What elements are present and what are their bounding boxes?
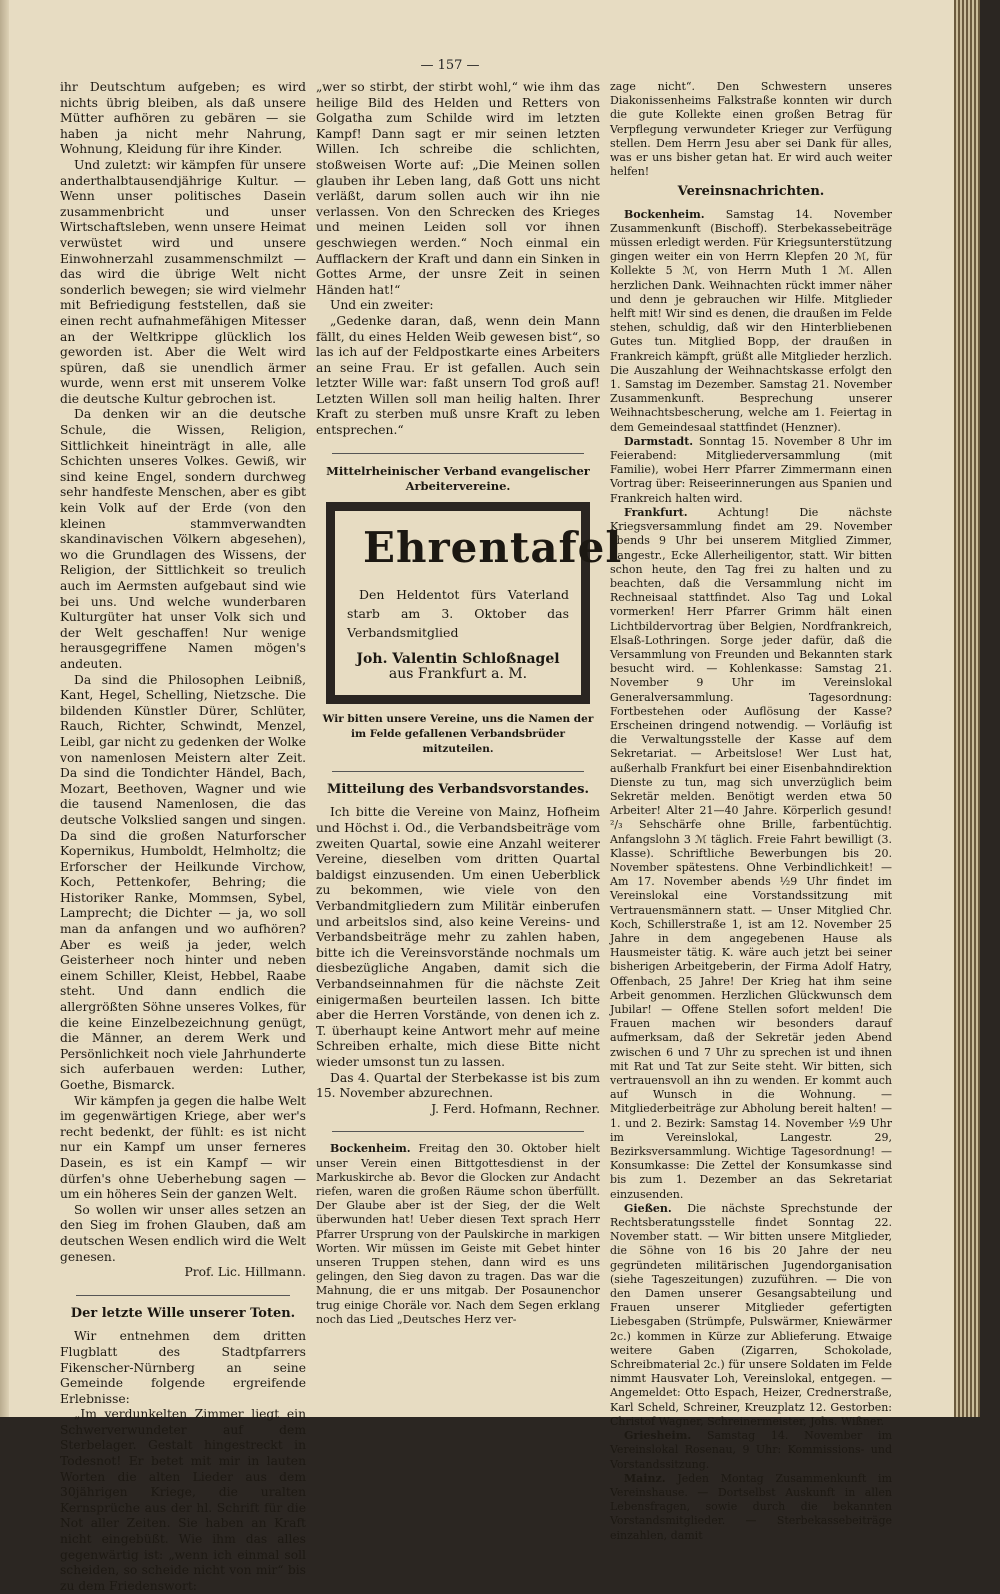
memorial-name: Joh. Valentin Schloßnagel xyxy=(356,650,560,667)
divider xyxy=(332,771,584,772)
binding-shadow xyxy=(0,0,9,1417)
paragraph: Wir entnehmen dem dritten Flugblatt des Stadtpfarrers Fikenscher-Nürnberg an seine Gemeinde folgende ergreifende Erlebnisse: xyxy=(60,1329,306,1406)
memorial-title: Ehrentafel xyxy=(363,522,623,572)
place-label: Frankfurt. xyxy=(624,505,688,519)
paragraph: Das 4. Quartal der Sterbekasse ist bis zum 15. November abzurechnen. xyxy=(316,1070,600,1101)
section-heading: Vereinsnachrichten. xyxy=(677,184,825,200)
paragraph-text: Sonntag 15. November 8 Uhr im Feierabend: Mitgliederversammlung (mit Familie), wobei Herr Pfarrer Zimmermann einen Vortrag über: Reiseerinnerungen aus Spanien und Frankreich halten wird. xyxy=(610,434,892,505)
divider xyxy=(332,453,584,454)
paragraph: Da denken wir an die deutsche Schule, die Wissen, Religion, Sittlichkeit hineinträgt in alle, alle Schichten unseres Volkes. Gewiß, wir sind keine Engel, sondern durchweg sehr handfeste Menschen, aber es gibt kein Volk auf der Erde (von den kleinen stammverwandten skandinavischen Völkern abgesehen), wo die Grundlagen des Wissens, der Religion, der Sittlichkeit so treulich auch im Aermsten aufgebaut sind wie bei uns. Und welche wunderbaren Kulturgüter hat unser Volk sich und der Welt geschaffen! Nur wenige herausgegriffene Namen mögen's andeuten. xyxy=(60,407,306,671)
book-spine xyxy=(980,0,990,1417)
column-2 xyxy=(316,80,623,1327)
paragraph: „wer so stirbt, der stirbt wohl,“ wie ihm das heilige Bild des Helden und Retters von Golgatha zum Schilde wird im letzten Kampf! Dann sagt er mir seinen letzten Willen. Ich schreibe die schlichten, stoßweisen Worte auf: „Die Meinen sollen glauben ihr Leben lang, daß Gott uns nicht verläßt, darum sollen auch wir ihn nie verlassen. Von den Schrecken des Krieges und meinen Leiden soll vor ihnen geschwiegen werden.“ Noch einmal ein Aufflackern der Kraft und dann ein Sinken in Gottes Arme, der unsre Zeit in seinen Händen hat!“ xyxy=(316,80,600,297)
paragraph-text: Achtung! Die nächste Kriegsversammlung findet am 29. November abends 9 Uhr bei unserem Mitglied Zimmer, Langestr., Ecke Allerheiligentor, statt. Wir bitten schon heute, den Tag frei zu halten und zu beachten, daß die Versammlung nicht im Rechneisaal stattfindet. Also Tag und Lokal vormerken! Herr Pfarrer Grimm hält einen Lichtbildervortrag über Belgien, Nordfrankreich, Elsaß-Lothringen. Sorge jeder dafür, daß die Versammlung von Freunden und Bekannten stark besucht wird. — Kohlenkasse: Samstag 21. November 9 Uhr im Vereinslokal Generalversammlung. Tagesordnung: Fortbestehen oder Auflösung der Kasse? Erscheinen dringend notwendig. — Vorläufig ist die Verwaltungsstelle der Kasse auf dem Sekretariat. — Arbeitslose! Wer Lust hat, außerhalb Frankfurt bei einer Eisenbahndirektion Dienste zu tun, mag sich unverzüglich beim Sekretär melden. Benötigt werden etwa 50 Arbeiter! Alter 21—40 Jahre. Körperlich gesund! ²/₃ Sehschärfe ohne Brille, farbentüchtig. Anfangslohn 3 ℳ täglich. Freie Fahrt bewilligt (3. Klasse). Schriftliche Bewerbungen bis 20. November spätestens. Ohne Verbindlichkeit! — Am 17. November abends ½9 Uhr findet im Vereinslokal eine Vorstandssitzung mit Vertrauensmännern statt. — Unser Mitglied Chr. Koch, Schillerstraße 1, ist am 12. November 25 Jahre in dem angegebenen Hause als Hausmeister tätig. K. wäre auch jetzt bei seiner bisherigen Arbeitgeberin, der Firma Adolf Hatry, Offenbach, 25 Jahre! Der Krieg hat ihm seine Arbeit genommen. Herzlichen Glückwunsch dem Jubilar! — Offene Stellen sofort melden! Die Frauen machen wir besonders darauf aufmerksam, daß der Sekretär jeden Abend zwischen 6 und 7 Uhr zu sprechen ist und ihnen mit Rat und Tat zur Seite steht. Wir bitten, sich vertrauensvoll an ihn zu wenden. Er kommt auch auf Wunsch in die Wohnung. — Mitgliederbeiträge zur Abholung bereit halten! — 1. und 2. Bezirk: Samstag 14. November ½9 Uhr im Vereinslokal, Langestr. 29, Bezirksversammlung. Wichtige Tagesordnung! — Konsumkasse: Die Zettel der Konsumkasse sind bis zum 1. Dezember an das Sekretariat einzusenden. xyxy=(610,505,893,1201)
section-heading: Mitteilung des Verbandsvorstandes. xyxy=(326,781,590,797)
author-signature: J. Ferd. Hofmann, Rechner. xyxy=(431,1101,600,1116)
paragraph xyxy=(610,1472,892,1543)
section-heading: Mittelrheinischer Verband evangelischer Arbeitervereine. xyxy=(326,463,590,493)
paragraph: „Im verdunkelten Zimmer liegt ein Schwerverwundeter auf dem Sterbelager. Gestalt hingestreckt in Todesnot! Er betet mit mir in lauten Worten die alten Lieder aus dem 30jährigen Kriege, die uralten Kernsprüche aus der hl. Schrift für die Not aller Zeiten. Sie haben an Kraft nicht eingebüßt. Wie ihm das alles gegenwärtig ist: „wenn ich einmal soll scheiden, so scheide nicht von mir“ bis zu dem Friedenswort: xyxy=(60,1407,306,1593)
place-label: Griesheim. xyxy=(624,1429,692,1443)
paragraph: zage nicht“. Den Schwestern unseres Diakonissenheims Falkstraße konnten wir durch die gute Kollekte einen großen Betrag für Verpflegung verwundeter Krieger zur Verfügung stellen. Dem Herrn Jesu aber sei Dank für alles, was er uns bisher getan hat. Er wird auch weiter helfen! xyxy=(610,80,892,179)
author-signature: Prof. Lic. Hillmann. xyxy=(184,1265,306,1280)
paragraph: ihr Deutschtum aufgeben; es wird nichts übrig bleiben, als daß unsere Mütter aufhören zu gebären — sie haben ja nicht mehr Nahrung, Wohnung, Kleidung für ihre Kinder. xyxy=(60,80,306,157)
paragraph: So wollen wir unser alles setzen an den Sieg im frohen Glauben, daß am deutschen Wesen endlich wird die Welt genesen. xyxy=(60,1202,306,1264)
place-label: Darmstadt. xyxy=(624,434,694,448)
memorial-box xyxy=(326,502,623,704)
column-1 xyxy=(60,80,306,1594)
paragraph-text: Die nächste Sprechstunde der Rechtsberatungsstelle findet Sonntag 22. November statt. — Wir bitten unsere Mitglieder, die Söhne von 16 bis 20 Jahre der neu gegründeten militärischen Jugendorganisation (siehe Tageszeitungen) zuzuführen. — Die von den Damen unserer Gesangsabteilung und Frauen unserer Mitglieder gefertigten Liebesgaben (Strümpfe, Pulswärmer, Kniewärmer 2c.) kommen in Kürze zur Ablieferung. Etwaige weitere Gaben (Zigarren, Schokolade, Schreibmaterial 2c.) für unsere Soldaten im Felde nimmt Hausvater Loh, Vereinslokal, entgegen. — Angemeldet: Otto Espach, Heizer, Crednerstraße, Karl Scheld, Schreiner, Kreuzplatz 12. Gestorben: Christof Wagner, Schreinermeister, Johs. Wißner. xyxy=(610,1201,892,1428)
section-heading: Der letzte Wille unserer Toten. xyxy=(70,1305,296,1321)
divider xyxy=(332,1131,584,1132)
paragraph: Wir kämpfen ja gegen die halbe Welt im gegenwärtigen Kriege, aber wer's recht bedenkt, der fühlt: es ist nicht nur ein Kampf um unser ferneres Dasein, es ist ein Kampf — wir dürfen's ohne Ueberhebung sagen — um ein höheres Sein der ganzen Welt. xyxy=(60,1093,306,1202)
paragraph xyxy=(610,1429,892,1472)
paragraph-text: Jeden Montag Zusammenkunft im Vereinshause. — Dortselbst Auskunft in allen Lebensfragen, sowie durch die bekannten Vorstandsmitglieder. — Sterbekassebeiträge einzahlen, damit xyxy=(610,1471,892,1542)
paragraph: „Gedenke daran, daß, wenn dein Mann fällt, du eines Helden Weib gewesen bist“, so las ich auf der Feldpostkarte eines Arbeiters an seine Frau. Er ist gefallen. Auch sein letzter Wille war: faßt unsern Tod groß auf! Letzten Willen soll man heilig halten. Ihrer Kraft zu sterben muß unsre Kraft zu leben entsprechen.“ xyxy=(316,313,600,438)
column-3 xyxy=(610,80,892,1543)
place-label: Bockenheim. xyxy=(624,207,705,221)
paragraph: Da sind die Philosophen Leibniß, Kant, Hegel, Schelling, Nietzsche. Die bildenden Künstler Dürer, Schlüter, Rauch, Richter, Schwindt, Menzel, Leibl, gar nicht zu gedenken der Wolke von namenlosen Meistern alter Zeit. Da sind die Tondichter Händel, Bach, Mozart, Beethoven, Wagner und wie die tausend Namenlosen, die das deutsche Volkslied sangen und singen. Da sind die großen Naturforscher Kopernikus, Humboldt, Helmholtz; die Erforscher der Heilkunde Virchow, Koch, Pettenkofer, Behring; die Historiker Ranke, Mommsen, Sybel, Lamprecht; die Dichter — ja, wo soll man da anfangen und wo aufhören? Aber es weiß ja jeder, welch Geisterheer noch hinter und neben einem Schiller, Kleist, Hebbel, Raabe steht. Und dann endlich die allergrößten Söhne unseres Volkes, für die keine Einzelbezeichnung genügt, die Männer, an derem Werk und Persönlichkeit noch viele Jahrhunderte sich auferbauen werden: Luther, Goethe, Bismarck. xyxy=(60,672,306,1092)
place-label: Bockenheim. xyxy=(330,1142,411,1156)
paragraph xyxy=(610,1202,892,1429)
paragraph xyxy=(610,208,892,435)
place-label: Gießen. xyxy=(624,1201,672,1215)
place-label: Mainz. xyxy=(624,1471,666,1485)
paragraph-text: Freitag den 30. Oktober hielt unser Verein einen Bittgottesdienst in der Markuskirche ab. Bevor die Glocken zur Andacht riefen, waren die großen Räume schon überfüllt. Der Glaube aber ist der Sieg, der die Welt überwunden hat! Ueber diesen Text sprach Herr Pfarrer Ursprung von der Paulskirche in markigen Worten. Wir müssen im Geiste mit Gebet hinter unseren Truppen stehen, dann wird es uns gelingen, den Sieg davon zu tragen. Das war die Mahnung, die er uns mitgab. Der Posaunenchor trug einige Choräle vor. Nach dem Segen erklang noch das Lied „Deutsches Herz ver- xyxy=(316,1142,600,1326)
memorial-text: Den Heldentot fürs Vaterland starb am 3. Oktober das Verbandsmitglied xyxy=(347,586,569,640)
paragraph-text: Samstag 14. November Zusammenkunft (Bischoff). Sterbekassebeiträge müssen erledigt werden. Für Kriegsunterstützung gingen weiter ein von Herrn Klepfen 20 ℳ, für Kollekte 5 ℳ, von Herrn Muth 1 ℳ. Allen herzlichen Dank. Weihnachten rückt immer näher und denn je gebrauchen wir Hilfe. Mitglieder helft mit! Wir sind es denen, die draußen im Felde stehen, schuldig, daß wir den Hinterbliebenen Gutes tun. Mitglied Bopp, der draußen in Frankreich kämpft, grüßt alle Mitglieder herzlich. Die Auszahlung der Weihnachtskasse erfolgt den 1. Samstag im Dezember. Samstag 21. November Zusammenkunft. Besprechung unserer Weihnachtsbescherung, welche am 1. Feiertag in dem Gemeindesaal stattfindet (Henzner). xyxy=(610,207,892,434)
paragraph xyxy=(610,506,892,1202)
divider xyxy=(76,1295,290,1296)
memorial-place: aus Frankfurt a. M. xyxy=(388,666,528,683)
paragraph xyxy=(610,435,892,506)
page-number: — 157 — xyxy=(420,58,480,73)
request-note: Wir bitten unsere Vereine, uns die Namen der im Felde gefallenen Verbandsbrüder mitzuteilen. xyxy=(322,712,594,755)
paragraph: Und ein zweiter: xyxy=(330,298,434,313)
paragraph xyxy=(316,1142,600,1327)
paragraph: Und zuletzt: wir kämpfen für unsere anderthalbtausendjährige Kultur. — Wenn unser politisches Dasein zusammenbricht und unser Wirtschaftsleben, wenn unsere Heimat verwüstet wird und unsere Einwohnerzahl zusammenschmilzt — das wird die übrige Welt nicht sonderlich bewegen; sie wird vielmehr mit Befriedigung feststellen, daß sie einen recht aufnahmefähigen Mitesser an der Weltkrippe glücklich los geworden ist. Aber die Welt wird spüren, daß sie unendlich ärmer wurde, wenn erst mit unserem Volke die deutsche Kultur gebrochen ist. xyxy=(60,157,306,406)
paragraph: Ich bitte die Vereine von Mainz, Hofheim und Höchst i. Od., die Verbandsbeiträge vom zweiten Quartal, sowie eine Anzahl weiterer Vereine, dieselben vom dritten Quartal baldigst einzusenden. Um einen Ueberblick zu bekommen, wie viele von den Verbandmitgliedern zum Militär einberufen und arbeitslos sind, also keine Vereins- und Verbandsbeiträge mehr zu zahlen haben, bitte ich die Vereinsvorstände nochmals um diesbezügliche Angaben, damit sich die Verbandseinnahmen für die nächste Zeit einigermaßen beurteilen lassen. Ich bitte aber die Herren Vorstände, von denen ich z. T. überhaupt keine Antwort mehr auf meine Schreiben erhalte, mich diese Bitte nicht wieder umsonst tun zu lassen. xyxy=(316,805,600,1069)
paragraph-text: Samstag 14. November im Vereinslokal Rosenau, 9 Uhr: Kommissions- und Vorstandssitzung. xyxy=(610,1429,893,1471)
